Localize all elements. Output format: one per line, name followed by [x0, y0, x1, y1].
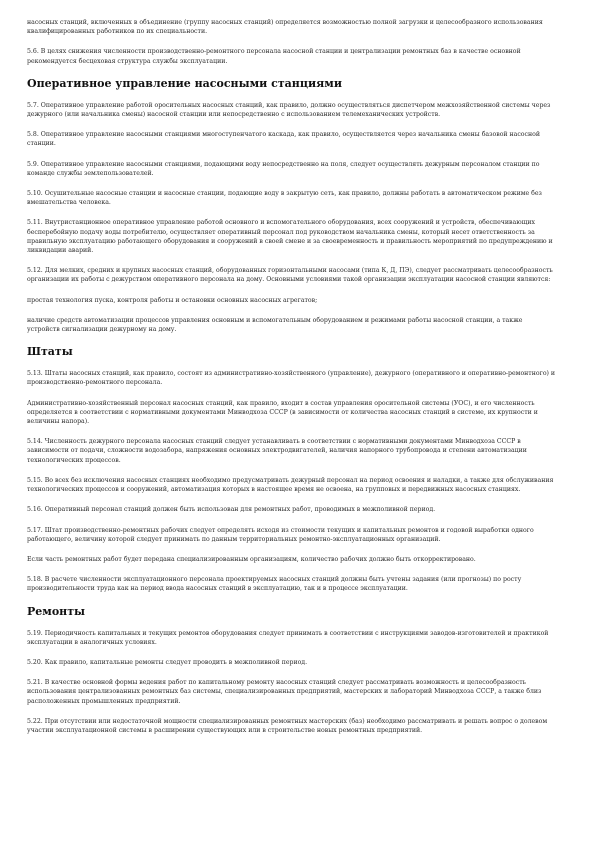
- section-heading-operational-control: Оперативное управление насосными станциями: [27, 76, 342, 90]
- paragraph-5-13: 5.13. Штаты насосных станций, как правило, состоят из административно-хозяйственного (управление), дежурного (оперативного и оперативно-ремонтного) и производственно-ремонтного персонала.: [27, 370, 556, 387]
- paragraph-5-16: 5.16. Оперативный персонал станций должен быть использован для ремонтных работ, проводимых в межполивной период.: [27, 506, 436, 514]
- paragraph-5-8: 5.8. Оперативное управление насосными станциями многоступенчатого каскада, как правило, осуществляется через начальника смены базовой насосной станции.: [27, 131, 540, 148]
- paragraph-admin-staff: Административно-хозяйственный персонал насосных станций, как правило, входит в состав управления оросительной системы (УОС), и его численность определяется в соответствии с нормативными документами Минводхоза СССР (в зависимости от количества насосных станций в системе, их крупности и величины напора).: [27, 399, 538, 426]
- paragraph-5-17: 5.17. Штат производственно-ремонтных рабочих следует определять исходя из стоимости текущих и капитальных ремонтов и годовой выработки одного работающего, величину которой следует принимать по данным территориальных ремонтно-эксплуатационных организаций.: [27, 526, 534, 543]
- paragraph-condition-2: наличие средств автоматизации процессов управления основным и вспомогательным оборудованием и режимами работы насосной станции, а также устройств сигнализации дежурному на дому.: [27, 316, 523, 334]
- section-heading-staff: Штаты: [27, 345, 73, 359]
- paragraph-5-15: 5.15. Во всех без исключения насосных станциях необходимо предусматривать дежурный персонал на период освоения и наладки, а также для обслуживания технологических процессов и сооружений, автоматизация которых в настоящее время не освоена, на групповых и передвижных насосных станциях.: [27, 476, 554, 494]
- paragraph-5-12: 5.12. Для мелких, средних и крупных насосных станций, оборудованных горизонтальными насосами (типа К, Д, ПЭ), следует рассматривать целесообразность организации их работы с дежурством оперативного персонала на дому. Основными условиями такой организации эксплуатации насосной станции являются:: [27, 267, 553, 284]
- paragraph-5-21: 5.21. В качестве основной формы ведения работ по капитальному ремонту насосных станций следует рассматривать возможность и целесообразность использования централизованных ремонтных баз системы, специализированных предприятий, мастерских и лабораторий Минводхоза СССР, а также близ расположенных промышленных предприятий.: [27, 679, 542, 705]
- paragraph-5-6: 5.6. В целях снижения численности производственно-ремонтного персонала насосной станции и централизации ремонтных баз в качестве основной рекомендуется бесцеховая структура службы эксплуатации.: [27, 48, 521, 65]
- paragraph-5-9: 5.9. Оперативное управление насосными станциями, подающими воду непосредственно на поля, следует осуществлять дежурным персоналом станции по команде службы землепользователей.: [27, 160, 540, 177]
- paragraph-5-22: 5.22. При отсутствии или недостаточной мощности специализированных ремонтных мастерских (баз) необходимо рассматривать и решать вопрос о долевом участии эксплуатационной системы в расширении существующих или в строительстве новых ремонтных предприятий.: [27, 717, 548, 734]
- paragraph-5-20: 5.20. Как правило, капитальные ремонты следует проводить в межполивной период.: [27, 658, 308, 666]
- paragraph-continuation: насосных станций, включенных в объединение (группу насосных станций) определяется возможностью полной загрузки и целесообразного использования квалифицированных работников по их специальности.: [27, 19, 543, 36]
- paragraph-repair-outsourcing: Если часть ремонтных работ будет передана специализированным организациям, количество рабочих должно быть откорректировано.: [27, 555, 476, 563]
- section-heading-repairs: Ремонты: [27, 604, 86, 618]
- paragraph-5-10: 5.10. Осушительные насосные станции и насосные станции, подающие воду в закрытую сеть, как правило, должны работать в автоматическом режиме без вмешательства человека.: [27, 190, 542, 207]
- paragraph-5-18: 5.18. В расчете численности эксплуатационного персонала проектируемых насосных станций должны быть учтены задания (или прогнозы) по росту производительности труда как на период ввода насосных станций в эксплуатацию, так и в процессе эксплуатации.: [27, 576, 522, 593]
- paragraph-5-11: 5.11. Внутристанционное оперативное управление работой основного и вспомогательного оборудования, всех сооружений и устройств, обеспечивающих бесперебойную подачу воды потребителю, осуществляет оперативный персонал под руководством начальника смены, который несет ответственность за правильную эксплуатацию работающего оборудования и сооружений в своей смене и за своевременность и правильность мероприятий по предупреждению и ликвидации аварий.: [27, 219, 553, 255]
- paragraph-condition-1: простая технология пуска, контроля работы и остановки основных насосных агрегатов;: [27, 296, 318, 304]
- paragraph-5-14: 5.14. Численность дежурного персонала насосных станций следует устанавливать в соответствии с нормативными документами Минводхоза СССР в зависимости от подачи, сложности водозабора, напряжения основных электродвигателей, наличия напорного трубопровода и степени автоматизации технологических процессов.: [27, 438, 527, 464]
- paragraph-5-7: 5.7. Оперативное управление работой оросительных насосных станций, как правило, должно осуществляться диспетчером межхозяйственной системы через дежурного (или начальника смены) насосной станции или непосредственно с использованием телемеханических устройств.: [27, 101, 551, 119]
- paragraph-5-19: 5.19. Периодичность капитальных и текущих ремонтов оборудования следует принимать в соответствии с инструкциями заводов-изготовителей и практикой эксплуатации в аналогичных условиях.: [27, 629, 549, 646]
